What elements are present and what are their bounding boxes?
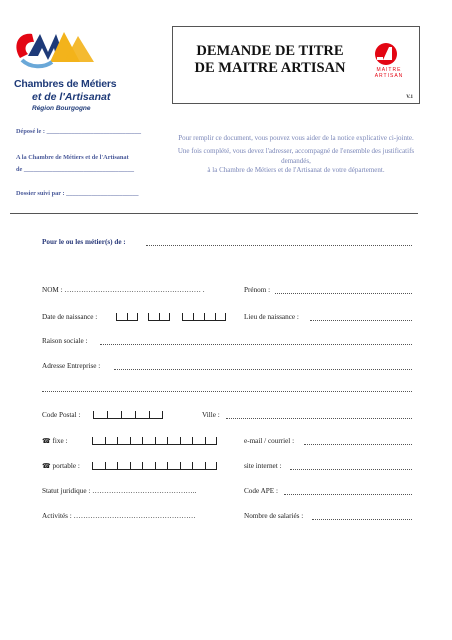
logo-line2: et de l'Artisanat [32, 91, 111, 103]
cp-label: Code Postal : [42, 411, 81, 419]
ville-input[interactable] [226, 413, 412, 419]
naissance-day-boxes[interactable] [116, 313, 138, 321]
prenom-label: Prénom : [244, 286, 271, 294]
title-line2: DE MAITRE ARTISAN [194, 60, 346, 76]
salaries-label: Nombre de salariés : [244, 512, 304, 520]
badge-line1: MAITRE [376, 67, 402, 73]
adresse-label: Adresse Entreprise : [42, 362, 101, 370]
activites-field[interactable]: Activités : …………………………………………… [42, 512, 196, 520]
raison-input[interactable] [100, 339, 412, 345]
naissance-month-boxes[interactable] [148, 313, 170, 321]
portable-label [42, 462, 80, 470]
logo-region: Région Bourgogne [32, 105, 91, 112]
lieu-label: Lieu de naissance : [244, 313, 299, 321]
portable-text: portable : [52, 462, 80, 470]
cp-boxes[interactable] [93, 411, 163, 419]
fixe-text: fixe : [52, 437, 68, 445]
note-p2: Une fois complété, vous devez l'adresser, accompagné de l'ensemble des justificatifs demandés, [177, 147, 415, 165]
phone-icon: ☎ [42, 462, 51, 470]
salaries-input[interactable] [312, 514, 412, 520]
dossier-field[interactable]: Dossier suivi par : _______________________ [16, 190, 139, 197]
metiers-label: Pour le ou les métier(s) de : [42, 238, 126, 246]
adresse-input-2[interactable] [42, 386, 412, 392]
version-label: V.1 [406, 95, 413, 100]
fixe-boxes[interactable] [92, 437, 217, 445]
chambre-label: A la Chambre de Métiers et de l'Artisanat [16, 154, 129, 161]
adresse-input-1[interactable] [114, 364, 412, 370]
statut-field[interactable]: Statut juridique : …………………………………….. [42, 487, 197, 495]
email-input[interactable] [304, 439, 412, 445]
chambre-field[interactable]: de ___________________________________ [16, 166, 135, 173]
prenom-input[interactable] [275, 288, 412, 294]
fixe-label [42, 437, 68, 445]
nom-field[interactable]: NOM : ………………………………………………… . [42, 286, 205, 294]
email-label: e-mail / courriel : [244, 437, 295, 445]
ville-label: Ville : [202, 411, 220, 419]
raison-label: Raison sociale : [42, 337, 88, 345]
note-p3: à la Chambre de Métiers et de l'Artisanat de votre département. [207, 165, 385, 174]
phone-icon: ☎ [42, 437, 51, 445]
portable-boxes[interactable] [92, 462, 217, 470]
naissance-year-boxes[interactable] [182, 313, 226, 321]
depose-field[interactable]: Déposé le : ______________________________ [16, 128, 142, 135]
site-label: site internet : [244, 462, 282, 470]
metiers-input[interactable] [146, 240, 412, 246]
logo-line1: Chambres de Métiers [14, 78, 117, 90]
naissance-label: Date de naissance : [42, 313, 98, 321]
ape-input[interactable] [284, 489, 412, 495]
site-input[interactable] [290, 464, 412, 470]
badge-line2: ARTISAN [374, 73, 404, 79]
title-line1: DEMANDE DE TITRE [196, 43, 344, 59]
lieu-input[interactable] [310, 315, 412, 321]
ape-label: Code APE : [244, 487, 278, 495]
note-p1: Pour remplir ce document, vous pouvez vous aider de la notice explicative ci-jointe. [178, 134, 414, 142]
